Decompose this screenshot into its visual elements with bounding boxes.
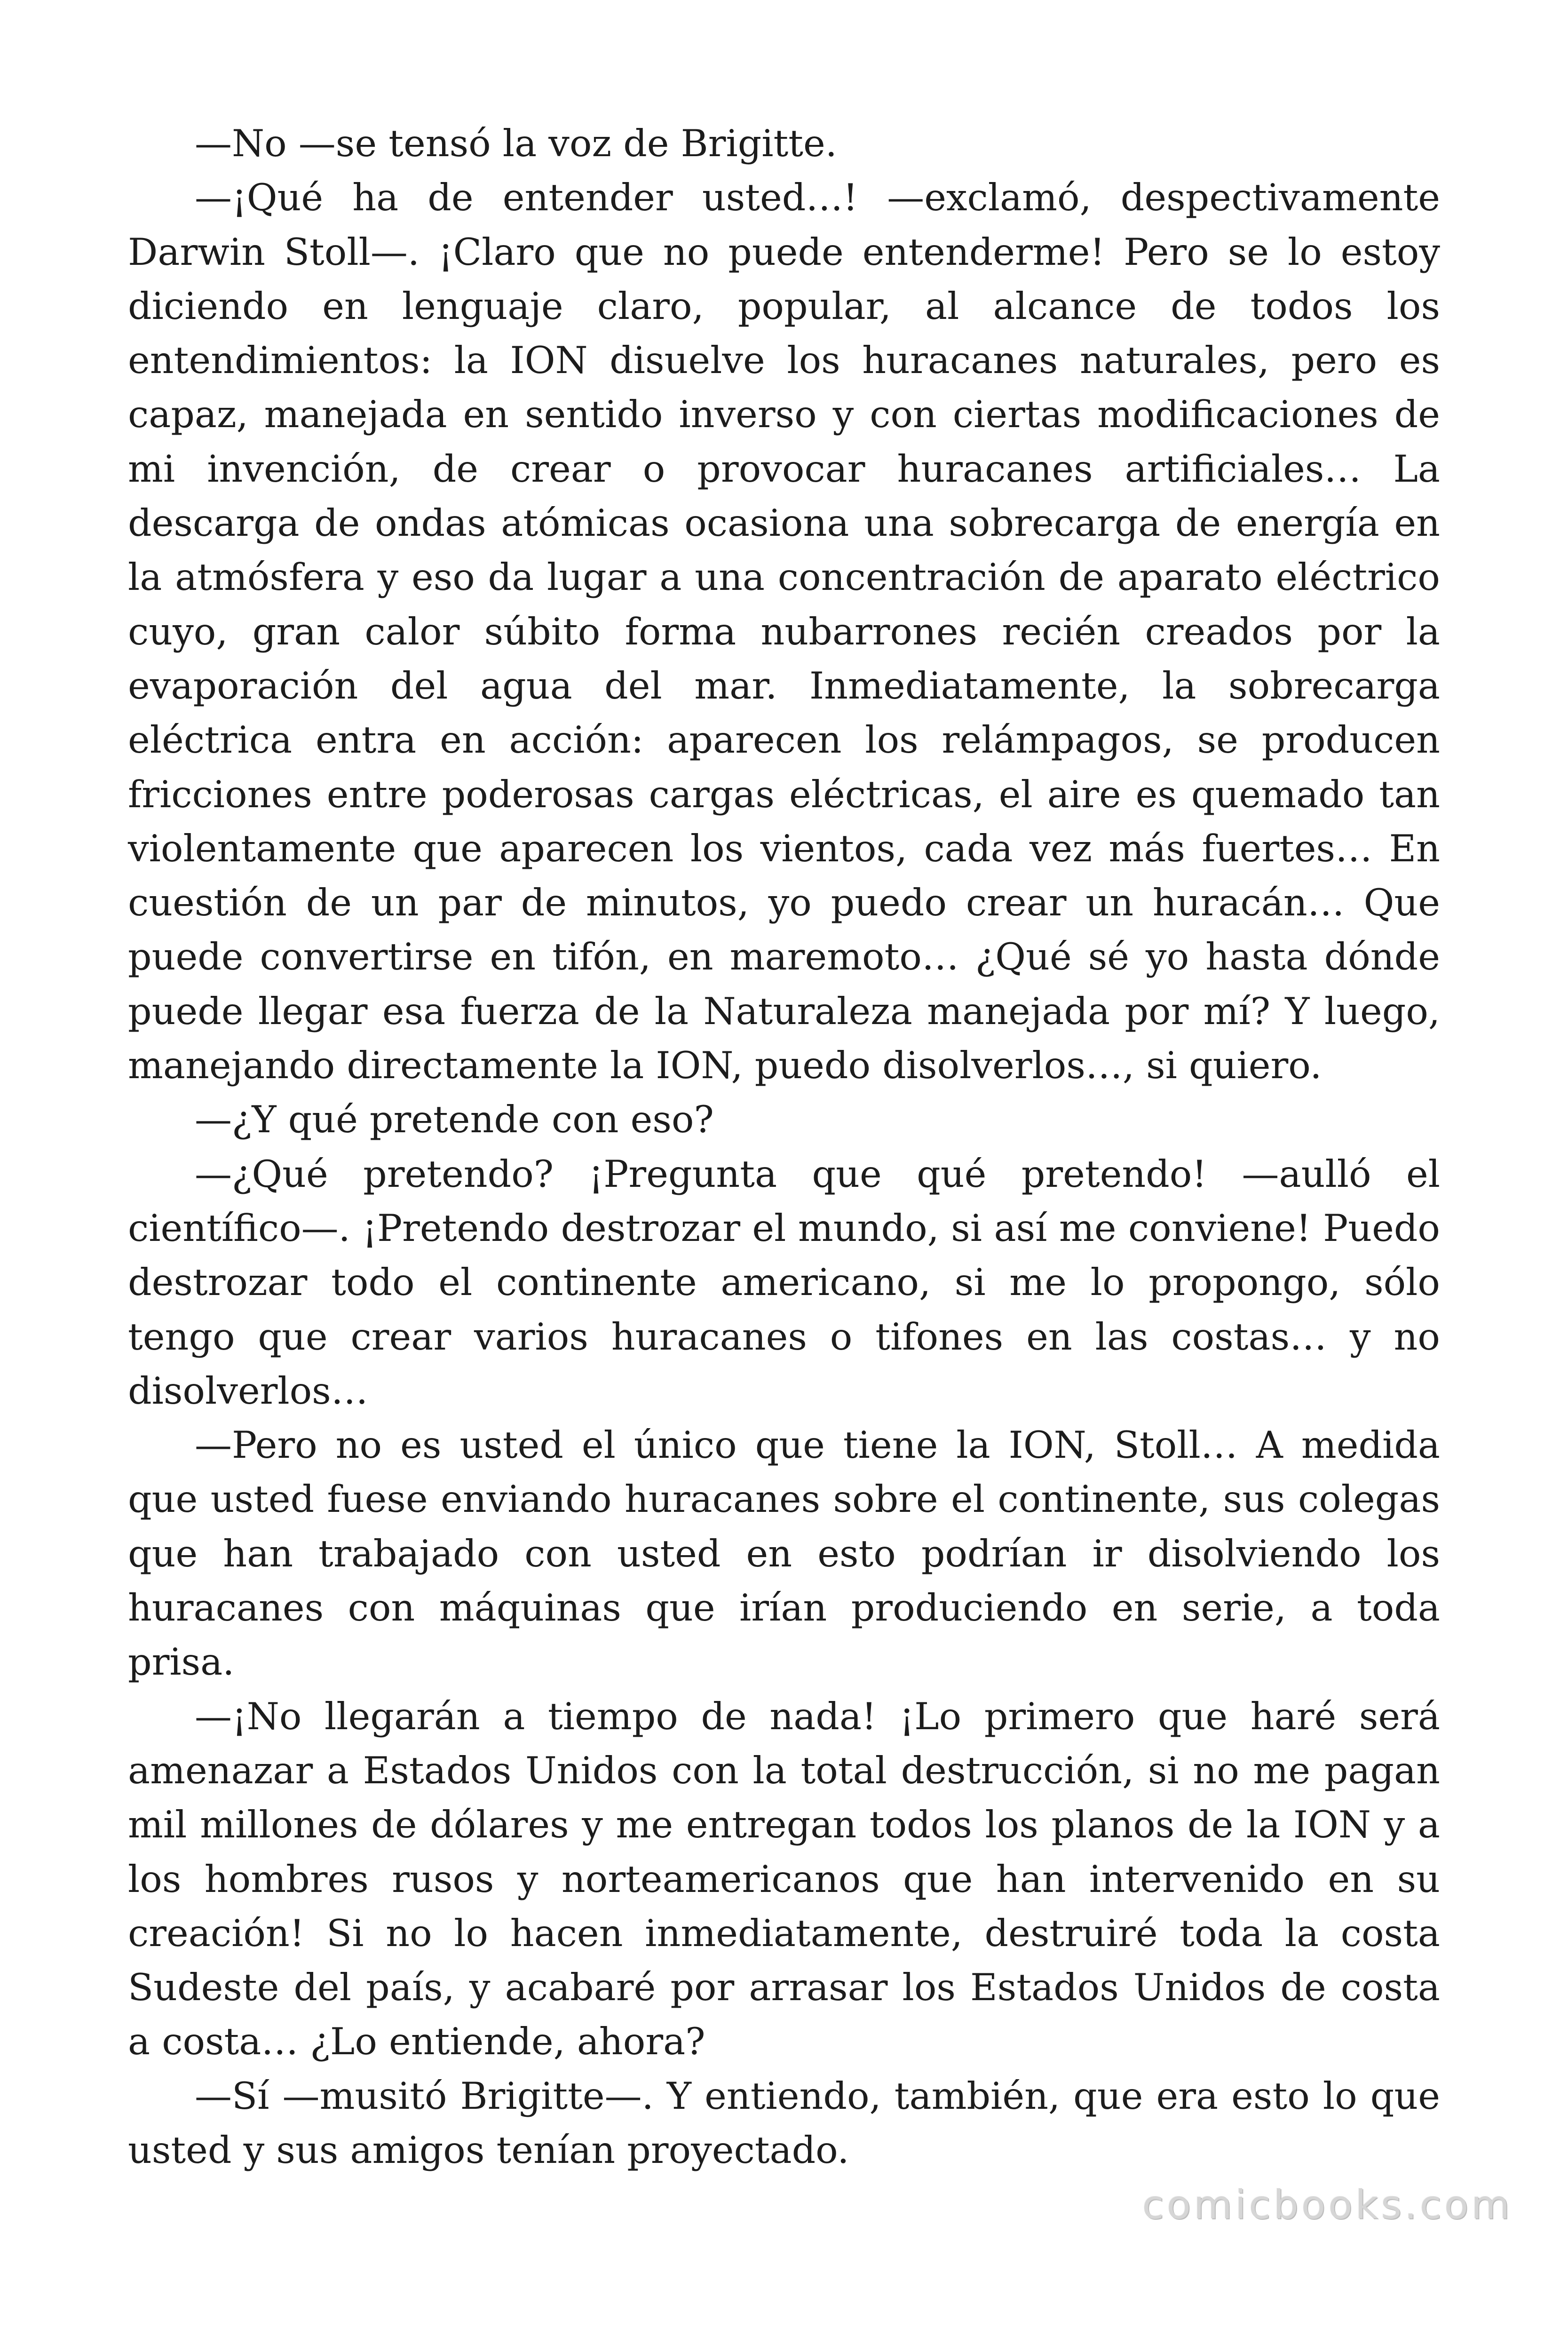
paragraph: —Sí —musitó Brigitte—. Y entiendo, también, que era esto lo que usted y sus amigos tenían proyectado. xyxy=(128,2074,1440,2172)
paragraph: —¿Y qué pretende con eso? xyxy=(195,1098,714,1142)
watermark: comicbooks.com xyxy=(1142,2182,1513,2228)
paragraph: —¡Qué ha de entender usted…! —exclamó, despectivamente Darwin Stoll—. ¡Claro que no puede entenderme! Pero se lo estoy diciendo en lenguaje claro, popular, al alcance de todos los entendimientos: la ION disuelve los huracanes naturales, pero es capaz, manejada en sentido inverso y con ciertas modificaciones de mi invención, de crear o provocar huracanes artificiales… La descarga de ondas atómicas ocasiona una sobrecarga de energía en la atmósfera y eso da lugar a una concentración de aparato eléctrico cuyo, gran calor súbito forma nubarrones recién creados por la evaporación del agua del mar. Inmediatamente, la sobrecarga eléctrica entra en acción: aparecen los relámpagos, se producen fricciones entre poderosas cargas eléctricas, el aire es quemado tan violentamente que aparecen los vientos, cada vez más fuertes… En cuestión de un par de minutos, yo puedo crear un huracán… Que puede convertirse en tifón, en maremoto… ¿Qué sé yo hasta dónde puede llegar esa fuerza de la Naturaleza manejada por mí? Y luego, manejando directamente la ION, puedo disolverlos…, si quiero. xyxy=(128,176,1440,1088)
book-page-text xyxy=(128,117,1440,2177)
paragraph: —¿Qué pretendo? ¡Pregunta que qué pretendo! —aulló el científico—. ¡Pretendo destrozar el mundo, si así me conviene! Puedo destrozar todo el continente americano, si me lo propongo, sólo tengo que crear varios huracanes o tifones en las costas… y no disolverlos… xyxy=(128,1152,1440,1413)
paragraph: —Pero no es usted el único que tiene la ION, Stoll… A medida que usted fuese enviando huracanes sobre el continente, sus colegas que han trabajado con usted en esto podrían ir disolviendo los huracanes con máquinas que irían produciendo en serie, a toda prisa. xyxy=(128,1423,1440,1684)
paragraph: —¡No llegarán a tiempo de nada! ¡Lo primero que haré será amenazar a Estados Unidos con la total destrucción, si no me pagan mil millones de dólares y me entregan todos los planos de la ION y a los hombres rusos y norteamericanos que han intervenido en su creación! Si no lo hacen inmediatamente, destruiré toda la costa Sudeste del país, y acabaré por arrasar los Estados Unidos de costa a costa… ¿Lo entiende, ahora? xyxy=(128,1694,1440,2064)
paragraph: —No —se tensó la voz de Brigitte. xyxy=(195,122,837,165)
